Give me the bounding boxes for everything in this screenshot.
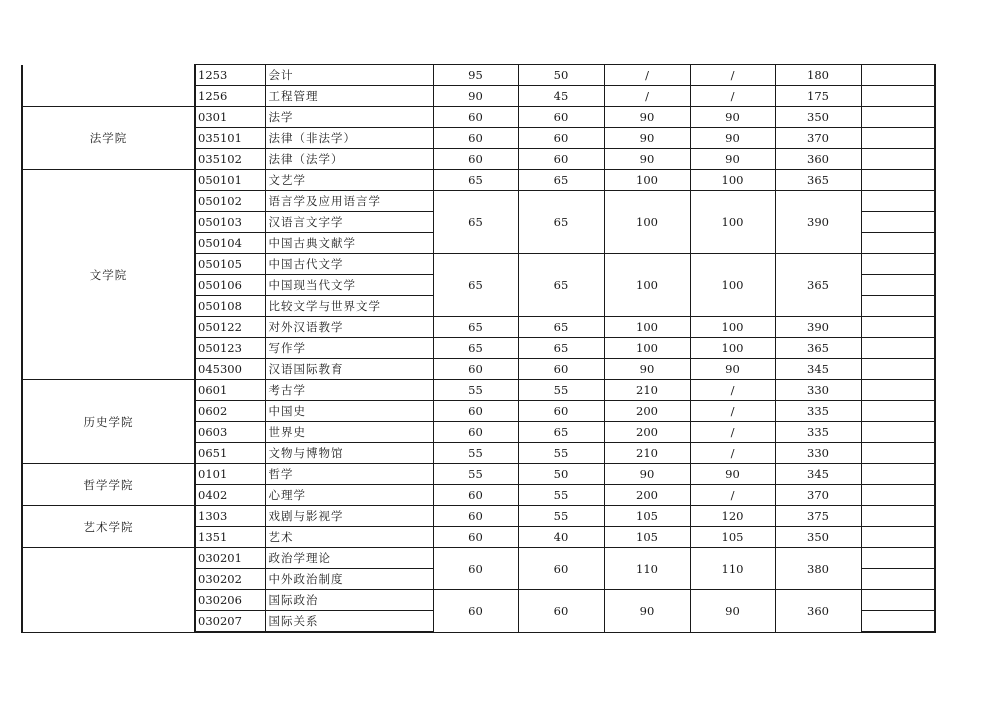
score-subject-1: 200 [604,485,690,506]
major-code: 050103 [195,212,265,233]
score-politics: 60 [433,506,518,527]
score-total: 350 [775,107,861,128]
major-code: 0601 [195,380,265,401]
score-total: 365 [775,170,861,191]
major-code: 0651 [195,443,265,464]
major-code: 0301 [195,107,265,128]
score-total: 390 [775,191,861,254]
score-foreign-language: 55 [518,485,604,506]
score-total: 175 [775,86,861,107]
score-politics: 65 [433,317,518,338]
major-name: 中国现当代文学 [265,275,433,296]
major-code: 050101 [195,170,265,191]
remark-cell [861,233,935,254]
college-cell-unlabeled [22,548,195,633]
score-subject-1: / [604,65,690,86]
major-name: 文艺学 [265,170,433,191]
major-name: 戏剧与影视学 [265,506,433,527]
remark-cell [861,65,935,86]
score-politics: 65 [433,254,518,317]
major-code: 050105 [195,254,265,275]
score-total: 345 [775,359,861,380]
score-table [21,64,936,633]
score-subject-2: 100 [690,317,775,338]
score-politics: 90 [433,86,518,107]
score-politics: 60 [433,422,518,443]
score-total: 390 [775,317,861,338]
score-subject-2: 90 [690,359,775,380]
table-row [22,380,935,401]
major-name: 文物与博物馆 [265,443,433,464]
score-subject-2: / [690,422,775,443]
remark-cell [861,569,935,590]
major-code: 050122 [195,317,265,338]
major-code: 030202 [195,569,265,590]
major-name: 世界史 [265,422,433,443]
major-name: 中国古代文学 [265,254,433,275]
remark-cell [861,485,935,506]
major-name: 语言学及应用语言学 [265,191,433,212]
remark-cell [861,170,935,191]
remark-cell [861,317,935,338]
remark-cell [861,443,935,464]
score-subject-2: / [690,86,775,107]
major-name: 汉语言文字学 [265,212,433,233]
major-name: 考古学 [265,380,433,401]
score-total: 370 [775,485,861,506]
score-foreign-language: 60 [518,128,604,149]
remark-cell [861,128,935,149]
score-subject-1: 90 [604,107,690,128]
major-code: 1253 [195,65,265,86]
major-name: 中国史 [265,401,433,422]
major-name: 对外汉语教学 [265,317,433,338]
score-foreign-language: 60 [518,590,604,633]
score-politics: 60 [433,590,518,633]
major-code: 045300 [195,359,265,380]
remark-cell [861,359,935,380]
remark-cell [861,107,935,128]
remark-cell [861,401,935,422]
college-cell-literature: 文学院 [22,170,195,380]
table-row [22,65,935,86]
major-name: 国际关系 [265,611,433,633]
remark-cell [861,590,935,611]
score-politics: 65 [433,170,518,191]
major-name: 哲学 [265,464,433,485]
score-total: 180 [775,65,861,86]
score-subject-2: 100 [690,338,775,359]
score-foreign-language: 65 [518,254,604,317]
major-code: 1351 [195,527,265,548]
major-name: 法学 [265,107,433,128]
score-subject-1: 200 [604,401,690,422]
college-cell-arts: 艺术学院 [22,506,195,548]
score-foreign-language: 65 [518,170,604,191]
score-politics: 60 [433,128,518,149]
major-code: 0603 [195,422,265,443]
remark-cell [861,422,935,443]
score-foreign-language: 50 [518,464,604,485]
score-subject-1: 100 [604,338,690,359]
score-foreign-language: 45 [518,86,604,107]
remark-cell [861,86,935,107]
score-subject-1: 90 [604,359,690,380]
score-foreign-language: 65 [518,422,604,443]
major-code: 050123 [195,338,265,359]
score-subject-1: 90 [604,149,690,170]
major-name: 法律（非法学） [265,128,433,149]
major-name: 法律（法学） [265,149,433,170]
score-subject-2: 100 [690,191,775,254]
remark-cell [861,380,935,401]
remark-cell [861,548,935,569]
table-row [22,464,935,485]
score-foreign-language: 55 [518,443,604,464]
score-subject-1: 105 [604,506,690,527]
score-total: 365 [775,338,861,359]
score-subject-1: 100 [604,170,690,191]
college-cell-law: 法学院 [22,107,195,170]
major-code: 030207 [195,611,265,633]
score-subject-2: 90 [690,128,775,149]
major-name: 中外政治制度 [265,569,433,590]
score-politics: 65 [433,338,518,359]
remark-cell [861,254,935,275]
score-subject-1: 100 [604,254,690,317]
major-code: 0602 [195,401,265,422]
score-foreign-language: 60 [518,548,604,590]
score-subject-2: / [690,443,775,464]
score-foreign-language: 40 [518,527,604,548]
score-subject-2: 90 [690,590,775,633]
major-name: 汉语国际教育 [265,359,433,380]
score-total: 370 [775,128,861,149]
score-politics: 60 [433,527,518,548]
score-subject-1: 100 [604,191,690,254]
score-subject-2: 90 [690,107,775,128]
score-subject-1: 90 [604,464,690,485]
score-subject-1: / [604,86,690,107]
score-total: 345 [775,464,861,485]
table-row [22,170,935,191]
score-total: 335 [775,401,861,422]
major-code: 1303 [195,506,265,527]
major-name: 会计 [265,65,433,86]
score-politics: 60 [433,548,518,590]
score-politics: 95 [433,65,518,86]
score-foreign-language: 65 [518,317,604,338]
score-foreign-language: 65 [518,338,604,359]
score-foreign-language: 55 [518,506,604,527]
college-cell-history: 历史学院 [22,380,195,464]
remark-cell [861,527,935,548]
remark-cell [861,506,935,527]
score-total: 375 [775,506,861,527]
score-foreign-language: 60 [518,359,604,380]
major-code: 030201 [195,548,265,569]
major-name: 心理学 [265,485,433,506]
score-subject-2: 110 [690,548,775,590]
score-total: 330 [775,443,861,464]
score-total: 335 [775,422,861,443]
remark-cell [861,296,935,317]
score-foreign-language: 55 [518,380,604,401]
score-subject-2: / [690,401,775,422]
score-subject-2: 90 [690,464,775,485]
major-name: 中国古典文献学 [265,233,433,254]
score-subject-1: 200 [604,422,690,443]
score-subject-1: 90 [604,590,690,633]
score-subject-1: 100 [604,317,690,338]
score-politics: 55 [433,380,518,401]
score-subject-1: 210 [604,443,690,464]
major-code: 050102 [195,191,265,212]
major-code: 050104 [195,233,265,254]
score-foreign-language: 50 [518,65,604,86]
score-subject-1: 210 [604,380,690,401]
major-code: 050108 [195,296,265,317]
major-name: 写作学 [265,338,433,359]
major-name: 工程管理 [265,86,433,107]
score-foreign-language: 60 [518,107,604,128]
score-total: 350 [775,527,861,548]
score-politics: 60 [433,401,518,422]
remark-cell [861,212,935,233]
major-code: 1256 [195,86,265,107]
score-total: 380 [775,548,861,590]
major-code: 035101 [195,128,265,149]
score-total: 330 [775,380,861,401]
score-foreign-language: 60 [518,401,604,422]
major-code: 030206 [195,590,265,611]
remark-cell [861,464,935,485]
score-foreign-language: 60 [518,149,604,170]
major-name: 政治学理论 [265,548,433,569]
score-total: 365 [775,254,861,317]
score-politics: 60 [433,485,518,506]
major-name: 比较文学与世界文学 [265,296,433,317]
score-politics: 55 [433,464,518,485]
score-politics: 55 [433,443,518,464]
table-row [22,506,935,527]
college-cell-previous [22,65,195,107]
score-subject-2: / [690,65,775,86]
remark-cell [861,149,935,170]
score-subject-2: 120 [690,506,775,527]
score-subject-2: 90 [690,149,775,170]
score-subject-2: / [690,485,775,506]
college-cell-philosophy: 哲学学院 [22,464,195,506]
score-subject-1: 110 [604,548,690,590]
score-politics: 60 [433,107,518,128]
remark-cell [861,338,935,359]
score-politics: 60 [433,359,518,380]
score-subject-1: 105 [604,527,690,548]
table-row [22,548,935,569]
major-code: 035102 [195,149,265,170]
score-politics: 60 [433,149,518,170]
score-total: 360 [775,590,861,633]
score-subject-1: 90 [604,128,690,149]
major-name: 国际政治 [265,590,433,611]
score-subject-2: 105 [690,527,775,548]
score-subject-2: 100 [690,170,775,191]
score-politics: 65 [433,191,518,254]
score-subject-2: / [690,380,775,401]
remark-cell [861,191,935,212]
major-code: 0101 [195,464,265,485]
score-foreign-language: 65 [518,191,604,254]
major-code: 050106 [195,275,265,296]
score-total: 360 [775,149,861,170]
remark-cell [861,611,935,633]
remark-cell [861,275,935,296]
score-subject-2: 100 [690,254,775,317]
major-name: 艺术 [265,527,433,548]
table-row [22,107,935,128]
major-code: 0402 [195,485,265,506]
